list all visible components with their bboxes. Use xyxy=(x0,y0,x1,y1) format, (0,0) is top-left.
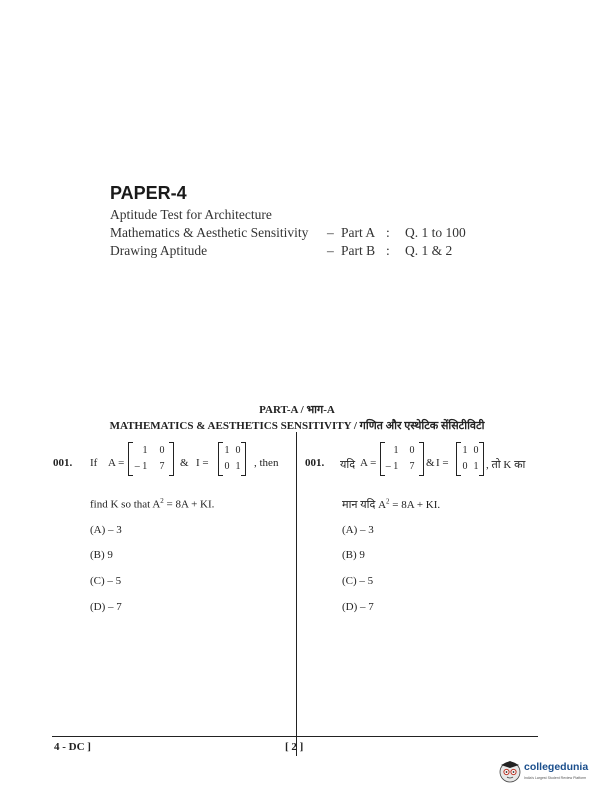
mascot-icon xyxy=(498,757,522,787)
and-text: & xyxy=(180,457,189,469)
matrix-cell: 7 xyxy=(409,461,415,472)
if-text: If xyxy=(90,457,98,469)
paper-title: PAPER-4 xyxy=(110,183,187,203)
paper-subtitle: Aptitude Test for Architecture xyxy=(110,207,272,222)
option-c: (C) – 5 xyxy=(90,575,122,587)
part-heading: PART-A / भाग-A xyxy=(259,404,335,416)
if-text: यदि xyxy=(340,459,356,471)
matrix-i-label: I = xyxy=(436,457,449,469)
question-number: 001. xyxy=(305,457,325,469)
matrix-cell: – 1 xyxy=(134,461,148,472)
row-dash: – xyxy=(327,243,334,258)
matrix-i-label: I = xyxy=(196,457,209,469)
find-rest: = 8A + KI. xyxy=(389,499,441,511)
then-text: , then xyxy=(254,457,279,469)
page-number: [ 2 ] xyxy=(285,741,304,753)
matrix-cell: 0 xyxy=(473,445,479,456)
find-text: मान यदि A xyxy=(342,499,387,511)
collegedunia-logo xyxy=(498,755,590,789)
matrix-a xyxy=(380,442,424,476)
row-name: Mathematics & Aesthetic Sensitivity xyxy=(110,225,309,240)
question-number: 001. xyxy=(53,457,73,469)
matrix-cell: 1 xyxy=(473,461,479,472)
row-colon: : xyxy=(386,243,390,258)
option-a: (A) – 3 xyxy=(342,524,374,536)
find-text: find K so that A xyxy=(90,498,161,511)
matrix-cell: 1 xyxy=(224,445,230,456)
row-colon: : xyxy=(386,225,390,240)
matrix-a-label: A = xyxy=(360,457,377,469)
option-b: (B) 9 xyxy=(342,549,365,561)
matrix-cell: 1 xyxy=(462,445,468,456)
row-questions: Q. 1 & 2 xyxy=(405,243,453,258)
matrix-a xyxy=(128,442,174,476)
logo-tagline: India's Largest Student Review Platform xyxy=(524,776,587,780)
matrix-cell: 7 xyxy=(159,461,165,472)
matrix-cell: 0 xyxy=(462,461,468,472)
row-dash: – xyxy=(327,225,334,240)
exponent: 2 xyxy=(386,497,390,506)
matrix-cell: 0 xyxy=(235,445,241,456)
find-statement xyxy=(90,497,214,511)
matrix-cell: 1 xyxy=(142,445,148,456)
matrix-cell: 1 xyxy=(235,461,241,472)
find-statement xyxy=(342,497,440,512)
row-part: Part B xyxy=(341,243,376,258)
matrix-cell: 0 xyxy=(159,445,165,456)
option-a: (A) – 3 xyxy=(90,524,122,536)
row-name: Drawing Aptitude xyxy=(110,243,208,258)
row-questions: Q. 1 to 100 xyxy=(405,225,466,240)
option-c: (C) – 5 xyxy=(342,575,374,587)
matrix-a-label: A = xyxy=(108,457,125,469)
option-b: (B) 9 xyxy=(90,549,113,561)
then-text: , तो K का xyxy=(486,459,526,471)
find-rest: = 8A + KI. xyxy=(163,498,215,511)
column-divider xyxy=(296,432,297,756)
section-heading: MATHEMATICS & AESTHETICS SENSITIVITY / गणित और एस्थेटिक सेंसिटीविटी xyxy=(109,420,485,432)
and-text: & xyxy=(426,457,435,469)
matrix-i xyxy=(456,442,484,476)
matrix-cell: – 1 xyxy=(385,461,399,472)
matrix-cell: 1 xyxy=(393,445,399,456)
matrix-cell: 0 xyxy=(224,461,230,472)
option-d: (D) – 7 xyxy=(342,601,374,613)
logo-wordmark: collegedunia xyxy=(524,761,589,773)
footer-code: 4 - DC ] xyxy=(54,741,91,753)
row-part: Part A xyxy=(341,225,376,240)
matrix-i xyxy=(218,442,246,476)
matrix-cell: 0 xyxy=(409,445,415,456)
footer-rule xyxy=(52,736,538,737)
option-d: (D) – 7 xyxy=(90,601,122,613)
exponent: 2 xyxy=(160,497,164,505)
